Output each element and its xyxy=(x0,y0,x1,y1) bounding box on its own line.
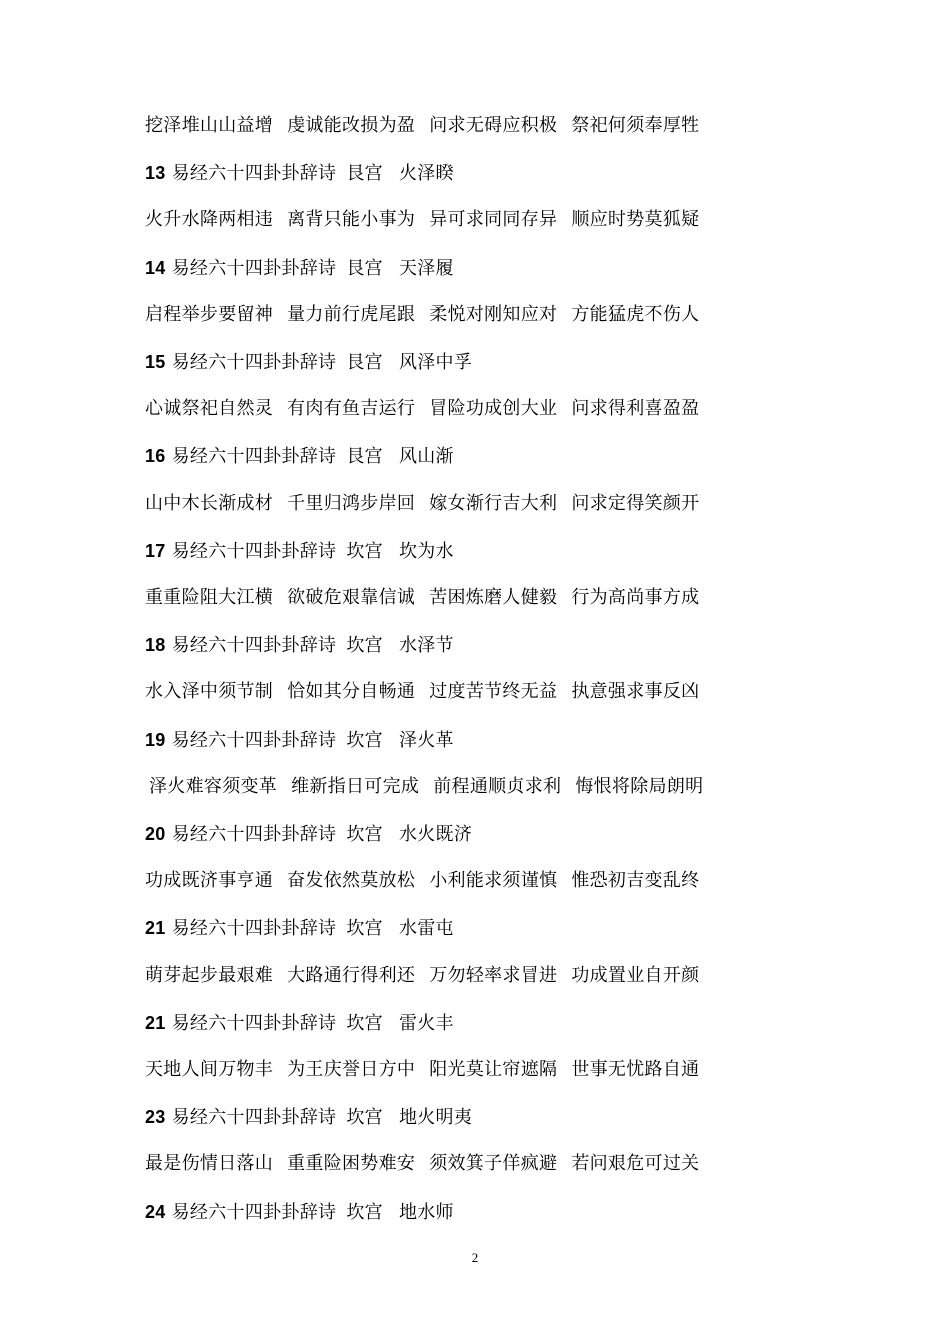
poem-line xyxy=(145,1153,699,1175)
poem-verse: 千里归鸿步岸回 xyxy=(287,493,416,514)
heading-title: 易经六十四卦卦辞诗 xyxy=(171,163,337,184)
heading-palace: 坎宫 xyxy=(346,635,383,656)
heading-hexagram: 坎为水 xyxy=(398,541,454,562)
poem-verse: 泽火难容须变革 xyxy=(149,776,278,797)
poem-verse: 奋发依然莫放松 xyxy=(287,870,416,891)
hexagram-heading xyxy=(145,634,454,657)
heading-title: 易经六十四卦卦辞诗 xyxy=(171,352,337,373)
heading-palace: 艮宫 xyxy=(346,163,383,184)
poem-line xyxy=(145,209,699,231)
hexagram-heading xyxy=(145,823,472,846)
heading-title: 易经六十四卦卦辞诗 xyxy=(171,1013,337,1034)
heading-title: 易经六十四卦卦辞诗 xyxy=(171,635,337,656)
poem-verse: 祭祀何须奉厚牲 xyxy=(571,115,700,136)
poem-verse: 功成置业自开颜 xyxy=(571,965,700,986)
poem-line xyxy=(145,304,699,326)
poem-line xyxy=(145,681,699,703)
heading-hexagram: 火泽睽 xyxy=(398,163,454,184)
heading-number: 18 xyxy=(145,635,166,655)
hexagram-heading xyxy=(145,917,454,940)
heading-number: 21 xyxy=(145,918,166,938)
poem-verse: 为王庆誉日方中 xyxy=(287,1059,416,1080)
heading-number: 13 xyxy=(145,163,166,183)
poem-verse: 山中木长渐成材 xyxy=(145,493,274,514)
heading-number: 19 xyxy=(145,730,166,750)
poem-verse: 问求无碍应积极 xyxy=(429,115,558,136)
poem-line xyxy=(145,587,699,609)
poem-verse: 天地人间万物丰 xyxy=(145,1059,274,1080)
heading-palace: 坎宫 xyxy=(346,824,383,845)
poem-verse: 火升水降两相违 xyxy=(145,209,274,230)
hexagram-heading xyxy=(145,1201,454,1224)
poem-line xyxy=(149,776,703,798)
poem-verse: 重重险阻大江横 xyxy=(145,587,274,608)
heading-palace: 坎宫 xyxy=(346,1202,383,1223)
hexagram-heading xyxy=(145,729,454,752)
poem-verse: 前程通顺贞求利 xyxy=(433,776,562,797)
heading-title: 易经六十四卦卦辞诗 xyxy=(171,541,337,562)
heading-hexagram: 泽火革 xyxy=(398,730,454,751)
poem-verse: 柔悦对刚知应对 xyxy=(429,304,558,325)
heading-hexagram: 水泽节 xyxy=(398,635,454,656)
poem-line xyxy=(145,493,699,515)
poem-line xyxy=(145,870,699,892)
poem-verse: 方能猛虎不伤人 xyxy=(571,304,700,325)
poem-verse: 离背只能小事为 xyxy=(287,209,416,230)
poem-verse: 小利能求须谨慎 xyxy=(429,870,558,891)
poem-verse: 若问艰危可过关 xyxy=(571,1153,700,1174)
poem-verse: 心诚祭祀自然灵 xyxy=(145,398,274,419)
heading-palace: 坎宫 xyxy=(346,918,383,939)
heading-hexagram: 水火既济 xyxy=(398,824,473,845)
heading-number: 17 xyxy=(145,541,166,561)
poem-verse: 苦困炼磨人健毅 xyxy=(429,587,558,608)
hexagram-heading xyxy=(145,1106,472,1129)
poem-verse: 顺应时势莫狐疑 xyxy=(571,209,700,230)
heading-title: 易经六十四卦卦辞诗 xyxy=(171,824,337,845)
poem-verse: 悔恨将除局朗明 xyxy=(575,776,704,797)
poem-verse: 挖泽堆山山益增 xyxy=(145,115,274,136)
heading-number: 14 xyxy=(145,258,166,278)
poem-verse: 维新指日可完成 xyxy=(291,776,420,797)
poem-verse: 冒险功成创大业 xyxy=(429,398,558,419)
poem-verse: 最是伤情日落山 xyxy=(145,1153,274,1174)
poem-line xyxy=(145,965,699,987)
poem-verse: 行为高尚事方成 xyxy=(571,587,700,608)
page-number: 2 xyxy=(471,1250,479,1265)
heading-title: 易经六十四卦卦辞诗 xyxy=(171,918,337,939)
poem-verse: 执意强求事反凶 xyxy=(571,681,700,702)
heading-hexagram: 天泽履 xyxy=(398,258,454,279)
poem-line xyxy=(145,398,699,420)
heading-hexagram: 雷火丰 xyxy=(398,1013,454,1034)
heading-palace: 艮宫 xyxy=(346,352,383,373)
poem-line xyxy=(145,115,699,137)
poem-verse: 异可求同同存异 xyxy=(429,209,558,230)
heading-number: 20 xyxy=(145,824,166,844)
poem-verse: 量力前行虎尾跟 xyxy=(287,304,416,325)
poem-verse: 重重险困势难安 xyxy=(287,1153,416,1174)
heading-title: 易经六十四卦卦辞诗 xyxy=(171,1202,337,1223)
poem-verse: 过度苦节终无益 xyxy=(429,681,558,702)
poem-verse: 有肉有鱼吉运行 xyxy=(287,398,416,419)
poem-verse: 问求得利喜盈盈 xyxy=(571,398,700,419)
heading-hexagram: 风山渐 xyxy=(398,446,454,467)
poem-verse: 欲破危艰靠信诚 xyxy=(287,587,416,608)
hexagram-heading xyxy=(145,351,472,374)
poem-verse: 启程举步要留神 xyxy=(145,304,274,325)
poem-verse: 万勿轻率求冒进 xyxy=(429,965,558,986)
heading-palace: 艮宫 xyxy=(346,446,383,467)
poem-verse: 萌芽起步最艰难 xyxy=(145,965,274,986)
heading-number: 15 xyxy=(145,352,166,372)
heading-palace: 坎宫 xyxy=(346,541,383,562)
heading-hexagram: 地火明夷 xyxy=(398,1107,473,1128)
heading-title: 易经六十四卦卦辞诗 xyxy=(171,1107,337,1128)
heading-number: 23 xyxy=(145,1107,166,1127)
heading-palace: 坎宫 xyxy=(346,730,383,751)
poem-verse: 惟恐初吉变乱终 xyxy=(571,870,700,891)
poem-verse: 大路通行得利还 xyxy=(287,965,416,986)
heading-palace: 坎宫 xyxy=(346,1107,383,1128)
poem-verse: 嫁女渐行吉大利 xyxy=(429,493,558,514)
heading-number: 21 xyxy=(145,1013,166,1033)
heading-title: 易经六十四卦卦辞诗 xyxy=(171,446,337,467)
heading-number: 16 xyxy=(145,446,166,466)
poem-verse: 世事无忧路自通 xyxy=(571,1059,700,1080)
hexagram-heading xyxy=(145,257,454,280)
heading-hexagram: 地水师 xyxy=(398,1202,454,1223)
poem-verse: 水入泽中须节制 xyxy=(145,681,274,702)
hexagram-heading xyxy=(145,445,454,468)
poem-verse: 问求定得笑颜开 xyxy=(571,493,700,514)
heading-palace: 艮宫 xyxy=(346,258,383,279)
hexagram-heading xyxy=(145,162,454,185)
heading-palace: 坎宫 xyxy=(346,1013,383,1034)
heading-title: 易经六十四卦卦辞诗 xyxy=(171,730,337,751)
poem-verse: 功成既济事亨通 xyxy=(145,870,274,891)
hexagram-heading xyxy=(145,1012,454,1035)
poem-verse: 虔诚能改损为盈 xyxy=(287,115,416,136)
poem-verse: 恰如其分自畅通 xyxy=(287,681,416,702)
hexagram-heading xyxy=(145,540,454,563)
heading-title: 易经六十四卦卦辞诗 xyxy=(171,258,337,279)
poem-verse: 阳光莫让帘遮隔 xyxy=(429,1059,558,1080)
heading-number: 24 xyxy=(145,1202,166,1222)
heading-hexagram: 水雷屯 xyxy=(398,918,454,939)
poem-verse: 须效箕子佯疯避 xyxy=(429,1153,558,1174)
poem-line xyxy=(145,1059,699,1081)
heading-hexagram: 风泽中孚 xyxy=(398,352,473,373)
